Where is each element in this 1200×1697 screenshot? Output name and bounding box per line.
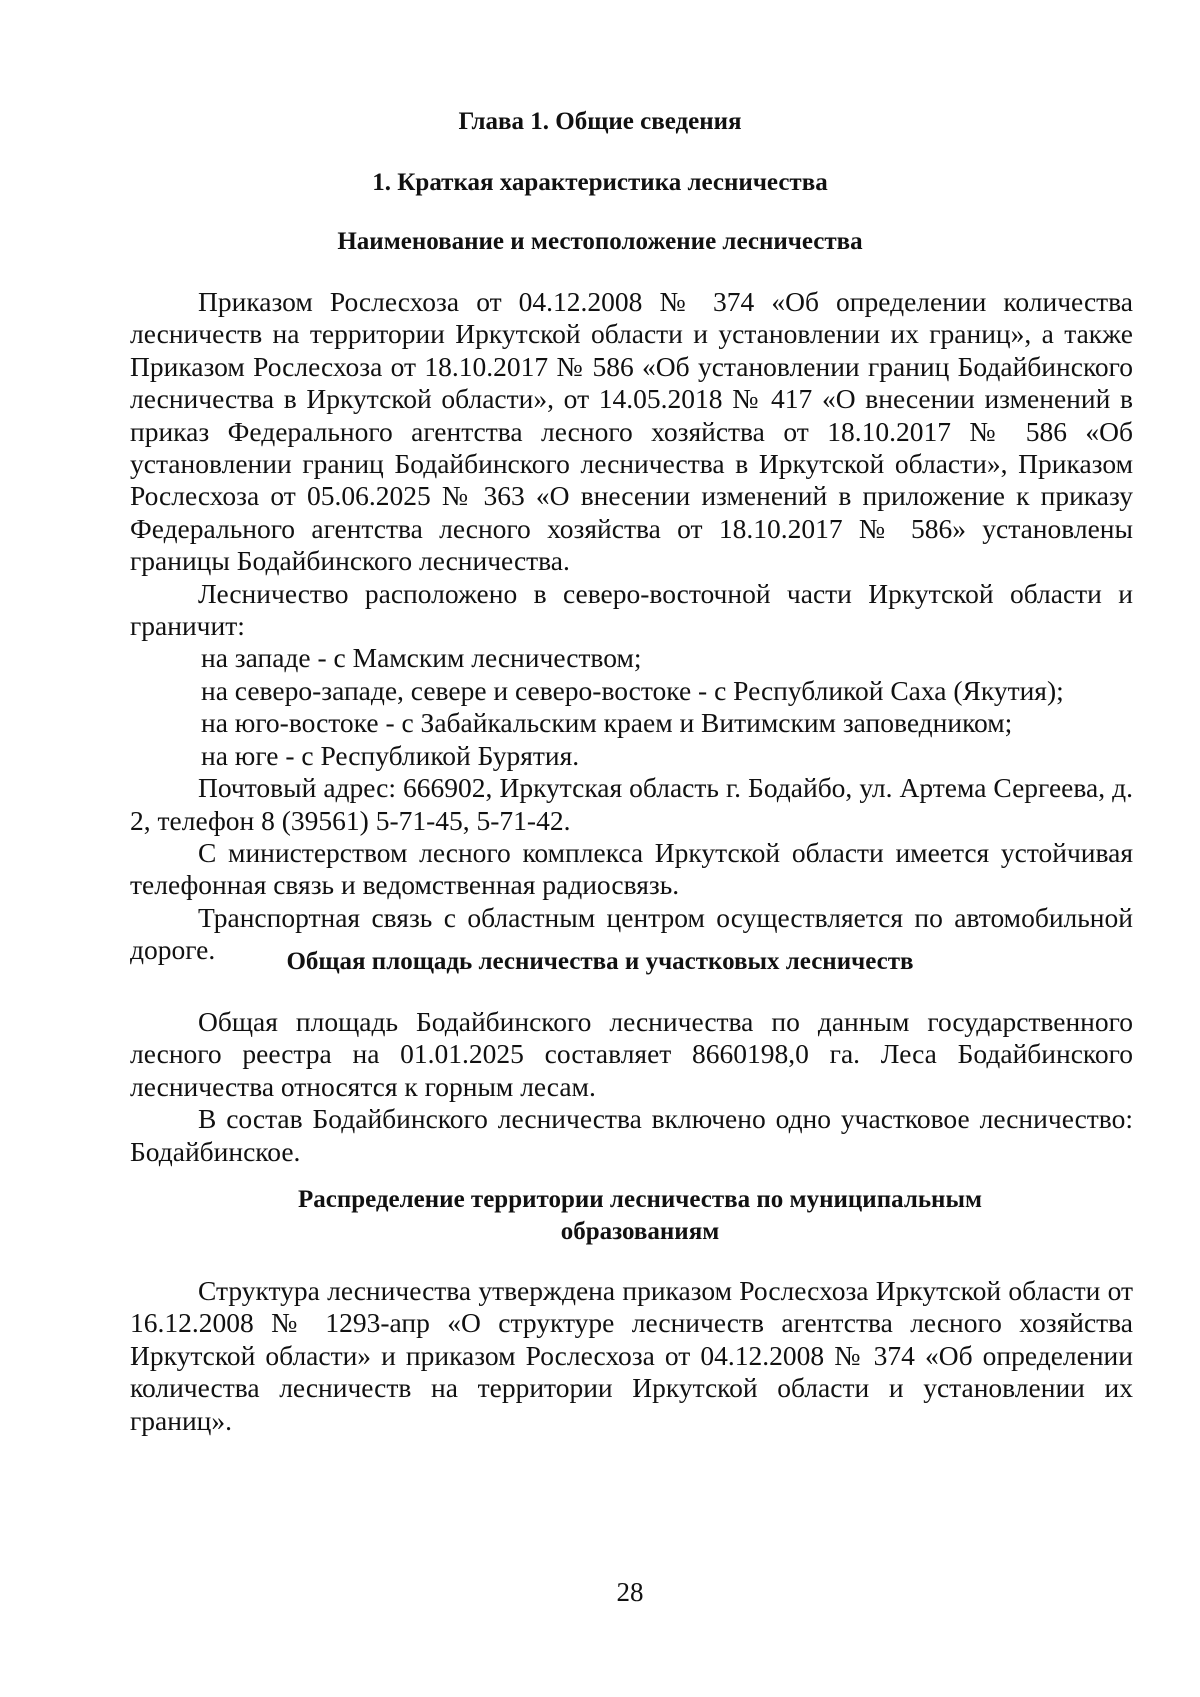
paragraph-postal-address: Почтовый адрес: 666902, Иркутская область г. Бодайбо, ул. Артема Сергеева, д. 2, телефон 8 (39561) 5-71-45, 5-71-42. (130, 772, 1133, 836)
paragraph-communication: С министерством лесного комплекса Иркутской области имеется устойчивая телефонная связь и ведомственная радиосвязь. (130, 836, 1133, 901)
location-body (130, 286, 1133, 967)
section-title: 1. Краткая характеристика лесничества (372, 169, 828, 196)
border-item-west: на западе - с Мамским лесничеством; (201, 642, 642, 674)
paragraph-district-forestries: В состав Бодайбинского лесничества включено одно участковое лесничество: Бодайбинское. (130, 1103, 1133, 1167)
area-body (130, 1006, 1133, 1168)
border-item-north: на северо-западе, севере и северо-востоке - с Республикой Саха (Якутия); (201, 674, 1064, 706)
subsection-title-area: Общая площадь лесничества и участковых лесничеств (286, 948, 914, 975)
page-number: 28 (616, 1577, 644, 1607)
subsection-title-location: Наименование и местоположение лесничества (337, 228, 863, 255)
border-item-south: на юге - с Республикой Бурятия. (201, 739, 580, 771)
paragraph-total-area: Общая площадь Бодайбинского лесничества по данным государственного лесного реестра на 01.01.2025 составляет 8660198,0 га. Леса Бодайбинского лесничества относятся к горным лесам. (130, 1006, 1133, 1102)
paragraph-structure: Структура лесничества утверждена приказом Рослесхоза Иркутской области от 16.12.2008 № 1293-апр «О структуре лесничеств агентства лесного хозяйства Иркутской области» и приказом Рослесхоза от 04.12.2008 № 374 «Об определении количества лесничеств на территории Иркутской области и установлении их границ». (130, 1275, 1133, 1436)
paragraph-borders-intro: Лесничество расположено в северо-восточной части Иркутской области и граничит: (130, 577, 1133, 642)
subsection-title-distribution-line1: Распределение территории лесничества по муниципальным (297, 1186, 983, 1213)
subsection-title-distribution (120, 1184, 1160, 1248)
border-item-southeast: на юго-востоке - с Забайкальским краем и Витимским заповедником; (201, 707, 1013, 739)
distribution-body (130, 1275, 1133, 1437)
subsection-title-distribution-line2: образованиям (560, 1218, 720, 1245)
paragraph-transport: Транспортная связь с областным центром осуществляется по автомобильной дороге. (130, 901, 1133, 966)
chapter-title: Глава 1. Общие сведения (458, 108, 742, 135)
paragraph-orders: Приказом Рослесхоза от 04.12.2008 № 374 «Об определении количества лесничеств на территории Иркутской области и установлении их границ», а также Приказом Рослесхоза от 18.10.2017 № 586 «Об установлении границ Бодайбинского лесничества в Иркутской области», от 14.05.2018 № 417 «О внесении изменений в приказ Федерального агентства лесного хозяйства от 18.10.2017 № 586 «Об установлении границ Бодайбинского лесничества в Иркутской области», Приказом Рослесхоза от 05.06.2025 № 363 «О внесении изменений в приложение к приказу Федерального агентства лесного хозяйства от 18.10.2017 № 586» установлены границы Бодайбинского лесничества. (130, 286, 1133, 577)
